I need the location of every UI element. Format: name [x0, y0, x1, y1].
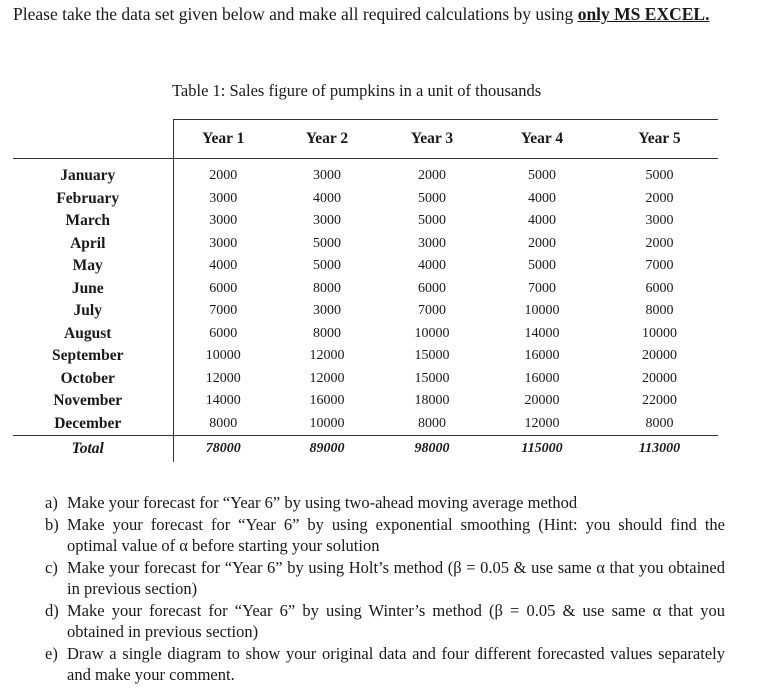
table-header-row: [13, 120, 718, 159]
table-row: [13, 233, 718, 256]
question-label: c): [45, 557, 58, 577]
sales-cell: 7000: [645, 258, 674, 274]
column-header: Year 1: [173, 120, 273, 159]
column-header: Year 5: [601, 120, 718, 159]
sales-cell: 5000: [313, 235, 341, 251]
table-row: [13, 255, 718, 278]
sales-cell: 12000: [309, 370, 345, 386]
question-text: Make your forecast for “Year 6” by using Holt’s method (β = 0.05 & use same α that you obtained in previous section): [67, 557, 725, 598]
question-label: a): [45, 493, 58, 512]
question-list: [45, 492, 725, 686]
total-cell: 78000: [173, 436, 273, 463]
sales-cell: 20000: [642, 370, 677, 386]
sales-cell: 16000: [524, 370, 560, 386]
table-row: [13, 210, 718, 233]
question-item: [45, 514, 725, 557]
sales-cell: 6000: [418, 280, 446, 296]
sales-cell: 10000: [173, 345, 273, 368]
sales-cell: 15000: [414, 370, 450, 386]
sales-cell: 4000: [418, 258, 446, 274]
table-row: [13, 188, 718, 211]
sales-cell: 6000: [173, 278, 273, 301]
sales-table: [13, 119, 718, 462]
sales-cell: 8000: [418, 415, 446, 431]
sales-cell: 3000: [418, 235, 446, 251]
sales-cell: 3000: [173, 188, 273, 211]
sales-cell: 3000: [173, 233, 273, 256]
question-text: Make your forecast for “Year 6” by using exponential smoothing (Hint: you should find the optimal value of α before starting your solution: [67, 514, 725, 555]
sales-cell: 2000: [418, 168, 446, 184]
sales-cell: 8000: [173, 413, 273, 436]
sales-cell: 14000: [524, 325, 560, 341]
question-item: [45, 492, 725, 514]
instruction-line: [13, 4, 709, 25]
total-cell: 113000: [601, 436, 718, 463]
question-text: Make your forecast for “Year 6” by using two-ahead moving average method: [67, 493, 578, 512]
sales-cell: 6000: [173, 323, 273, 346]
instruction-emphasis: only MS EXCEL.: [577, 4, 710, 24]
sales-cell: 2000: [645, 235, 674, 251]
sales-cell: 12000: [173, 368, 273, 391]
sales-cell: 5000: [645, 168, 674, 184]
sales-cell: 4000: [173, 255, 273, 278]
question-item: [45, 557, 725, 600]
sales-cell: 10000: [414, 325, 450, 341]
sales-cell: 2000: [645, 190, 674, 206]
sales-cell: 10000: [309, 415, 345, 431]
sales-cell: 10000: [642, 325, 677, 341]
total-cell: 89000: [273, 436, 381, 463]
header-corner: [13, 120, 173, 159]
sales-cell: 5000: [528, 168, 556, 184]
sales-cell: 16000: [309, 393, 345, 409]
column-header: Year 3: [381, 120, 483, 159]
sales-cell: 20000: [642, 348, 677, 364]
table-row: [13, 323, 718, 346]
sales-cell: 8000: [645, 303, 674, 319]
sales-cell: 4000: [528, 190, 556, 206]
table-row: [13, 390, 718, 413]
sales-cell: 10000: [524, 303, 560, 319]
column-header: Year 2: [273, 120, 381, 159]
sales-cell: 5000: [313, 258, 341, 274]
column-header: Year 4: [483, 120, 601, 159]
sales-cell: 3000: [313, 213, 341, 229]
month-label: October: [60, 369, 115, 387]
month-label: March: [65, 212, 110, 230]
table-row: [13, 300, 718, 323]
question-item: [45, 600, 725, 643]
month-label: April: [70, 234, 106, 252]
instruction-text: Please take the data set given below and make all required calculations by using: [13, 4, 578, 24]
sales-cell: 5000: [418, 213, 446, 229]
sales-cell: 14000: [173, 390, 273, 413]
question-label: b): [45, 514, 59, 534]
sales-cell: 22000: [642, 393, 677, 409]
sales-cell: 15000: [414, 348, 450, 364]
sales-cell: 7000: [173, 300, 273, 323]
table-caption: Table 1: Sales figure of pumpkins in a unit of thousands: [172, 81, 542, 100]
table-row: [13, 278, 718, 301]
sales-cell: 3000: [313, 168, 341, 184]
sales-cell: 7000: [528, 280, 556, 296]
sales-cell: 3000: [173, 210, 273, 233]
month-label: December: [54, 414, 122, 432]
sales-cell: 4000: [313, 190, 341, 206]
sales-cell: 7000: [418, 303, 446, 319]
question-text: Make your forecast for “Year 6” by using Winter’s method (β = 0.05 & use same α that you obtained in previous section): [67, 600, 725, 641]
sales-cell: 18000: [414, 393, 450, 409]
month-label: May: [72, 257, 103, 275]
total-label: Total: [13, 436, 173, 463]
sales-cell: 3000: [313, 303, 341, 319]
sales-cell: 12000: [524, 415, 560, 431]
question-item: [45, 643, 725, 686]
sales-cell: 5000: [528, 258, 556, 274]
sales-cell: 5000: [418, 190, 446, 206]
sales-cell: 8000: [313, 325, 341, 341]
table-row: [13, 159, 718, 188]
month-label: July: [73, 302, 102, 320]
sales-cell: 8000: [645, 415, 674, 431]
question-label: d): [45, 600, 59, 620]
sales-cell: 12000: [309, 348, 345, 364]
total-cell: 98000: [381, 436, 483, 463]
sales-cell: 6000: [645, 280, 674, 296]
sales-cell: 8000: [313, 280, 341, 296]
sales-cell: 3000: [645, 213, 674, 229]
month-label: August: [64, 324, 112, 342]
question-label: e): [45, 643, 58, 663]
total-row: [13, 436, 718, 463]
month-label: June: [71, 279, 104, 297]
sales-cell: 2000: [173, 159, 273, 188]
month-label: November: [53, 392, 123, 410]
table-row: [13, 413, 718, 436]
month-label: January: [60, 167, 116, 185]
sales-cell: 4000: [528, 213, 556, 229]
month-label: February: [56, 189, 120, 207]
month-label: September: [52, 347, 124, 365]
table-row: [13, 368, 718, 391]
table-row: [13, 345, 718, 368]
sales-cell: 2000: [528, 235, 556, 251]
sales-cell: 20000: [524, 393, 560, 409]
total-cell: 115000: [483, 436, 601, 463]
question-text: Draw a single diagram to show your original data and four different forecasted values separately and make your comment.: [67, 643, 725, 684]
sales-cell: 16000: [524, 348, 560, 364]
